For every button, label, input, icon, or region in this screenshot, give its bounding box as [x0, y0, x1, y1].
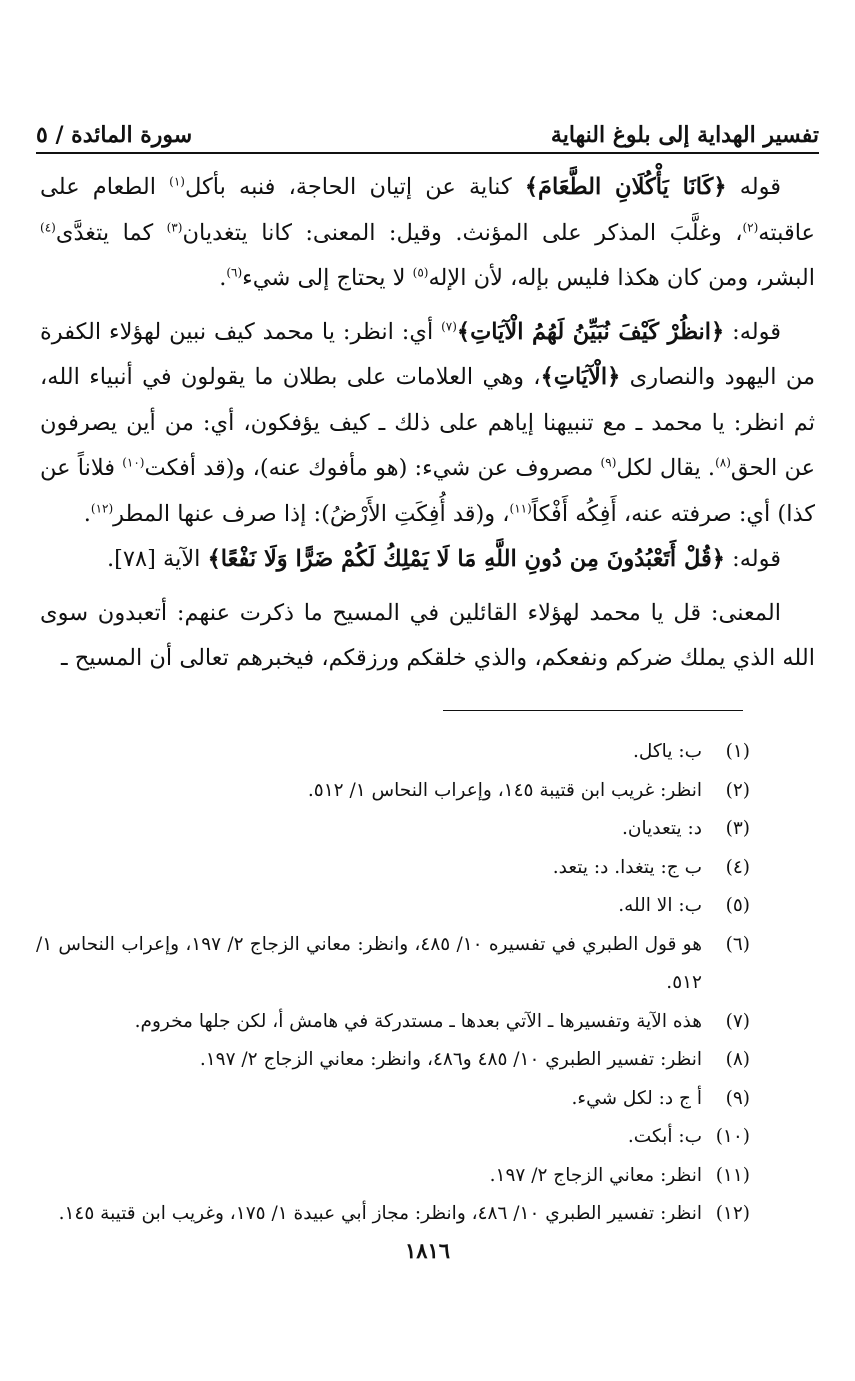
footnote-text: انظر: معاني الزجاج ٢/ ١٩٧.: [489, 1164, 702, 1186]
footnote-item: [36, 926, 750, 1003]
footnote-divider: [443, 710, 743, 711]
text-span: ، وغلَّبَ المذكر على المؤنث. وقيل: المعنى: كانا يتغديان: [182, 219, 743, 246]
text-span: قوله: [726, 174, 782, 200]
footnote-item: [36, 849, 750, 888]
text-span: قوله:: [724, 318, 782, 345]
footnote-ref-1[interactable]: (١): [169, 174, 185, 189]
footnote-number: (٤): [725, 856, 750, 878]
quran-verse: ﴿قُلْ أَتَعْبُدُونَ مِن دُونِ اللَّهِ مَا لَا يَمْلِكُ لَكُمْ ضَرًّا وَلَا نَفْعًا﴾: [207, 546, 725, 572]
footnotes: [36, 733, 750, 1234]
footnote-item: [36, 1157, 750, 1196]
footnote-text: انظر: تفسير الطبري ١٠/ ٤٨٥ و٤٨٦، وانظر: معاني الزجاج ٢/ ١٩٧.: [199, 1049, 702, 1070]
footnote-text: ب: أبكت.: [627, 1126, 702, 1147]
page-number: ١٨١٦: [404, 1238, 451, 1263]
footnote-number: (١٠): [715, 1126, 750, 1147]
paragraph-4: [40, 591, 815, 682]
footnote-item: [36, 887, 750, 926]
footnote-number: (٦): [725, 933, 750, 955]
footnote-text: ب ج: يتغدا. د: يتعد.: [552, 856, 702, 878]
header-divider: [36, 152, 819, 154]
text-span: ، و(قد أُفِكَتِ الأَرْضُ): إذا صرف عنها المطر: [113, 500, 510, 527]
footnote-number: (٧): [725, 1010, 750, 1032]
footnote-ref-8[interactable]: (٨): [715, 455, 731, 470]
text-span: . يقال لكل: [616, 455, 716, 481]
footnote-item: [36, 1195, 750, 1234]
footnote-item: [36, 772, 750, 811]
text-span: ، وهي العلامات على بطلان ما يقولون في أنبياء الله، ثم انظر: يا محمد ـ مع تنبيهنا إياهم على ذلك ـ كيف يؤفكون، أي: من أين يصرفون عن الحق: [40, 364, 816, 481]
surah-label: سورة المائدة / ٥: [36, 122, 193, 148]
text-span: .: [83, 500, 91, 527]
footnote-number: (٢): [725, 779, 750, 801]
book-title: تفسير الهداية إلى بلوغ النهاية: [550, 122, 819, 148]
text-span: لا يحتاج إلى شيء: [242, 265, 413, 291]
footnote-ref-2[interactable]: (٢): [742, 220, 759, 234]
footnote-number: (١١): [715, 1164, 750, 1186]
footnote-ref-6[interactable]: (٦): [226, 265, 243, 280]
footnote-item: [36, 810, 750, 849]
footnote-text: ب: الا الله.: [618, 895, 702, 916]
running-header: [36, 108, 819, 148]
quran-verse: ﴿كَانَا يَأْكُلَانِ الطَّعَامَ﴾: [524, 174, 727, 200]
footnote-ref-4[interactable]: (٤): [40, 220, 56, 234]
footnote-text: انظر: غريب ابن قتيبة ١٤٥، وإعراب النحاس ١/ ٥١٢.: [307, 779, 702, 801]
text-span: المعنى: قل يا محمد لهؤلاء القائلين في المسيح ما ذكرت عنهم: أتعبدون سوى الله الذي يملك ضركم ونفعكم، والذي خلقكم ورزقكم، فيخبرهم تعالى أن المسيح ـ: [40, 599, 815, 671]
footnote-ref-7[interactable]: (٧): [441, 319, 457, 333]
footnote-text: ب: ياكل.: [632, 741, 702, 762]
footnote-number: (٥): [725, 895, 750, 916]
paragraph-2: [40, 310, 815, 538]
paragraph-3: [40, 537, 815, 583]
text-span: كما يتغدَّى: [55, 219, 167, 246]
footnote-item: [36, 1041, 750, 1080]
footnote-item: [36, 733, 750, 772]
footnote-number: (١٢): [715, 1203, 750, 1224]
footnote-text: أ ج د: لكل شيء.: [571, 1087, 702, 1109]
footnote-ref-12[interactable]: (١٢): [90, 501, 114, 515]
footnote-text: د: يتعديان.: [622, 818, 702, 839]
quran-word: ﴿الْآيَاتِ﴾: [540, 364, 621, 390]
text-span: فلاناً عن كذا) أي: صرفته عنه، أَفِكُه أَفْكاً: [40, 455, 815, 527]
text-span: قوله:: [724, 546, 781, 572]
footnote-text: هذه الآية وتفسيرها ـ الآتي بعدها ـ مستدركة في هامش أ، لكن جلها مخروم.: [134, 1010, 702, 1032]
footnote-ref-9[interactable]: (٩): [600, 455, 617, 470]
footnote-item: [36, 1003, 750, 1042]
footnote-text: هو قول الطبري في تفسيره ١٠/ ٤٨٥، وانظر: معاني الزجاج ٢/ ١٩٧، وإعراب النحاس ١/ ٥١٢.: [36, 933, 702, 993]
text-span: الطعام على عاقبته: [40, 174, 815, 246]
footnote-number: (٩): [725, 1087, 750, 1109]
footnote-item: [36, 1080, 750, 1119]
main-text: [40, 165, 815, 682]
footnote-ref-3[interactable]: (٣): [166, 220, 183, 234]
footnote-ref-11[interactable]: (١١): [509, 501, 532, 515]
footnote-text: انظر: تفسير الطبري ١٠/ ٤٨٦، وانظر: مجاز أبي عبيدة ١/ ١٧٥، وغريب ابن قتيبة ١٤٥.: [58, 1203, 702, 1224]
footnote-item: [36, 1118, 750, 1157]
footnote-ref-10[interactable]: (١٠): [122, 455, 145, 470]
footnote-ref-5[interactable]: (٥): [412, 265, 429, 280]
text-span: كناية عن إتيان الحاجة، فنبه بأكل: [184, 174, 525, 200]
footnote-number: (٨): [725, 1049, 750, 1070]
text-span: أي: انظر: يا محمد كيف نبين لهؤلاء الكفرة من اليهود والنصارى: [40, 318, 816, 390]
text-span: البشر، ومن كان هكذا فليس بإله، لأن الإله: [428, 265, 815, 291]
quran-verse: ﴿انظُرْ كَيْفَ نُبَيِّنُ لَهُمُ الْآيَاتِ﴾: [456, 318, 725, 345]
text-span: مصروف عن شيء: (هو مأفوك عنه)، و(قد أفكت: [144, 455, 601, 481]
text-span: .: [219, 265, 227, 291]
text-span: الآية [٧٨].: [106, 546, 208, 572]
paragraph-1: [40, 165, 815, 302]
footnote-number: (١): [725, 741, 750, 762]
footnote-number: (٣): [725, 818, 750, 839]
